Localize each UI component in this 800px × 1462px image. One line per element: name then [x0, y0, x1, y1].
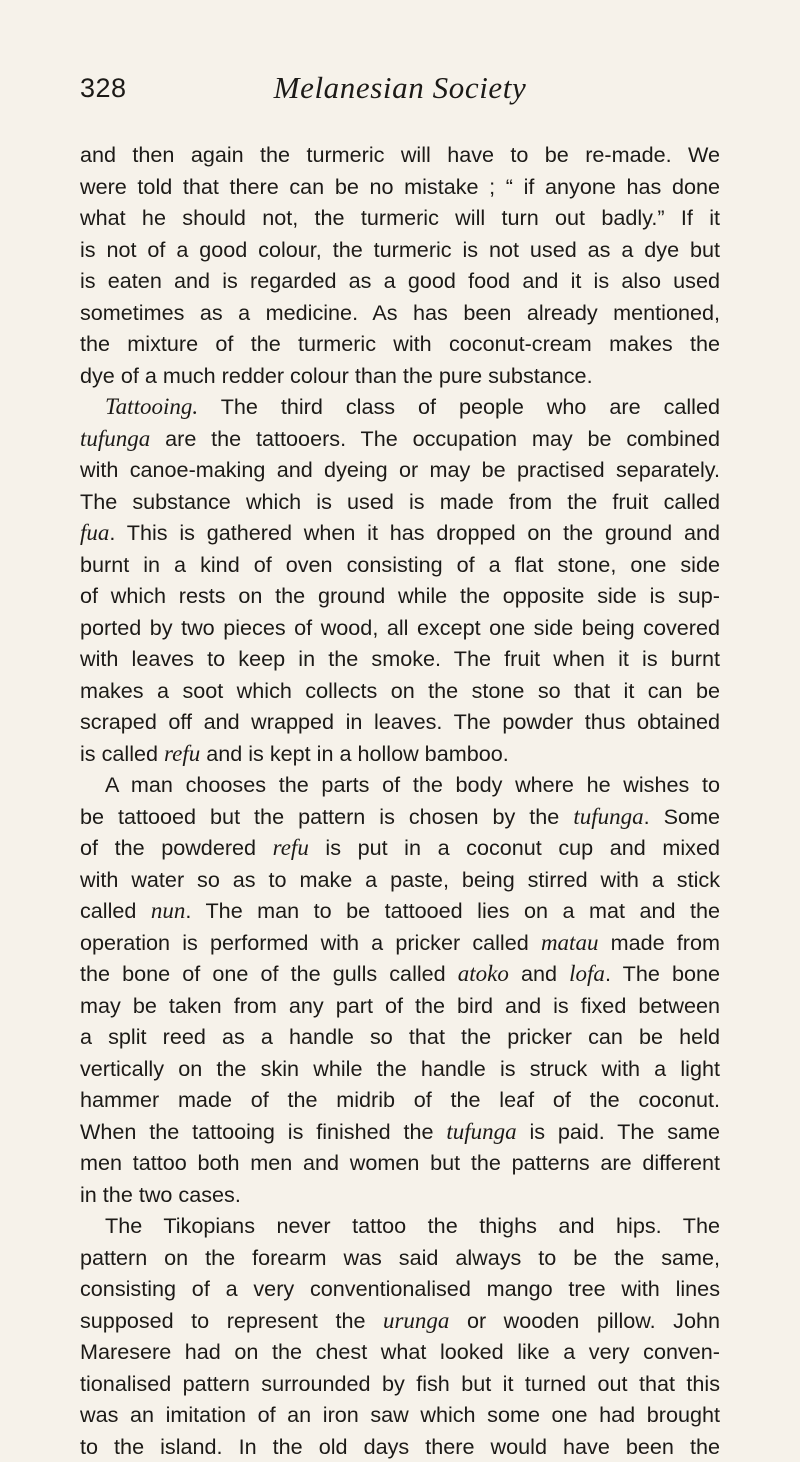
- text-run: The third class of people who are called: [198, 394, 720, 419]
- text-line: [80, 612, 720, 644]
- italic-term: tufunga: [573, 804, 643, 829]
- italic-term: nun: [151, 898, 186, 923]
- text-run: dye of a much redder colour than the pure substance.: [80, 363, 593, 388]
- text-line: [80, 297, 720, 329]
- text-run: operation is performed with a pricker called: [80, 930, 541, 955]
- text-run: . Some: [644, 804, 720, 829]
- text-run: are the tattooers. The occupation may be combined: [150, 426, 720, 451]
- text-run: is not of a good colour, the turmeric is not used as a dye but: [80, 237, 720, 262]
- text-run: ported by two pieces of wood, all except one side being covered: [80, 615, 720, 640]
- text-line: [80, 1116, 720, 1148]
- text-run: The Tikopians never tattoo the thighs and hips. The: [105, 1213, 720, 1238]
- text-run: Maresere had on the chest what looked like a very conven-: [80, 1339, 720, 1364]
- text-run: A man chooses the parts of the body where he wishes to: [105, 772, 720, 797]
- running-title: Melanesian Society: [80, 66, 720, 110]
- text-line: [80, 832, 720, 864]
- text-run: and then again the turmeric will have to be re-made. We: [80, 142, 720, 167]
- text-run: When the tattooing is finished the: [80, 1119, 446, 1144]
- text-run: were told that there can be no mistake ; “ if anyone has done: [80, 174, 720, 199]
- text-run: is called: [80, 741, 164, 766]
- italic-term: tufunga: [446, 1119, 516, 1144]
- italic-term: fua: [80, 520, 109, 545]
- text-line: [80, 234, 720, 266]
- italic-term: atoko: [458, 961, 509, 986]
- text-run: The substance which is used is made from the fruit called: [80, 489, 720, 514]
- text-line: [80, 1399, 720, 1431]
- text-line: [80, 675, 720, 707]
- text-run: may be taken from any part of the bird and is fixed between: [80, 993, 720, 1018]
- text-run: . The man to be tattooed lies on a mat and the: [185, 898, 720, 923]
- text-run: is paid. The same: [517, 1119, 720, 1144]
- italic-term: tufunga: [80, 426, 150, 451]
- text-run: with leaves to keep in the smoke. The fruit when it is burnt: [80, 646, 720, 671]
- text-run: . The bone: [605, 961, 720, 986]
- text-run: in the two cases.: [80, 1182, 241, 1207]
- text-run: supposed to represent the: [80, 1308, 383, 1333]
- text-run: is eaten and is regarded as a good food and it is also used: [80, 268, 720, 293]
- running-head: [80, 66, 720, 110]
- text-line: [80, 454, 720, 486]
- text-run: with canoe-making and dyeing or may be practised separately.: [80, 457, 720, 482]
- text-line: [80, 643, 720, 675]
- text-run: is put in a coconut cup and mixed: [309, 835, 720, 860]
- text-line: [80, 1053, 720, 1085]
- italic-term: Tattooing.: [105, 394, 198, 419]
- text-line: [80, 1368, 720, 1400]
- text-line: [80, 706, 720, 738]
- text-line: [80, 391, 720, 423]
- text-line: [80, 958, 720, 990]
- body-text: [80, 139, 720, 1462]
- text-run: or wooden pillow. John: [449, 1308, 720, 1333]
- text-line: [80, 1336, 720, 1368]
- page-number: 328: [80, 66, 127, 110]
- text-run: burnt in a kind of oven consisting of a flat stone, one side: [80, 552, 720, 577]
- text-run: what he should not, the turmeric will turn out badly.” If it: [80, 205, 720, 230]
- text-line: [80, 1431, 720, 1462]
- text-line: [80, 990, 720, 1022]
- text-run: men tattoo both men and women but the patterns are different: [80, 1150, 720, 1175]
- text-line: [80, 769, 720, 801]
- text-line: [80, 738, 720, 770]
- text-run: pattern on the forearm was said always to be the same,: [80, 1245, 720, 1270]
- text-line: [80, 801, 720, 833]
- text-run: . This is gathered when it has dropped on the ground and: [109, 520, 720, 545]
- text-run: the bone of one of the gulls called: [80, 961, 458, 986]
- text-line: [80, 864, 720, 896]
- text-run: be tattooed but the pattern is chosen by the: [80, 804, 573, 829]
- text-run: and is kept in a hollow bamboo.: [200, 741, 509, 766]
- text-line: [80, 1305, 720, 1337]
- text-run: sometimes as a medicine. As has been already mentioned,: [80, 300, 720, 325]
- text-line: [80, 927, 720, 959]
- text-line: [80, 171, 720, 203]
- text-line: [80, 580, 720, 612]
- text-line: [80, 517, 720, 549]
- text-run: consisting of a very conventionalised mango tree with lines: [80, 1276, 720, 1301]
- text-run: hammer made of the midrib of the leaf of the coconut.: [80, 1087, 720, 1112]
- text-line: [80, 360, 720, 392]
- text-line: [80, 1179, 720, 1211]
- text-line: [80, 486, 720, 518]
- text-line: [80, 1147, 720, 1179]
- text-run: and: [509, 961, 569, 986]
- text-line: [80, 1242, 720, 1274]
- text-line: [80, 139, 720, 171]
- text-line: [80, 423, 720, 455]
- italic-term: lofa: [569, 961, 605, 986]
- text-run: to the island. In the old days there would have been the: [80, 1434, 720, 1459]
- italic-term: refu: [164, 741, 200, 766]
- text-run: with water so as to make a paste, being stirred with a stick: [80, 867, 720, 892]
- text-run: a split reed as a handle so that the pricker can be held: [80, 1024, 720, 1049]
- text-line: [80, 1084, 720, 1116]
- text-run: was an imitation of an iron saw which some one had brought: [80, 1402, 720, 1427]
- italic-term: matau: [541, 930, 599, 955]
- text-line: [80, 328, 720, 360]
- text-line: [80, 1021, 720, 1053]
- text-run: tionalised pattern surrounded by fish but it turned out that this: [80, 1371, 720, 1396]
- text-run: of which rests on the ground while the opposite side is sup-: [80, 583, 720, 608]
- text-run: vertically on the skin while the handle is struck with a light: [80, 1056, 720, 1081]
- text-run: of the powdered: [80, 835, 273, 860]
- text-run: made from: [598, 930, 720, 955]
- text-run: the mixture of the turmeric with coconut-cream makes the: [80, 331, 720, 356]
- text-line: [80, 202, 720, 234]
- text-line: [80, 895, 720, 927]
- italic-term: refu: [273, 835, 309, 860]
- text-run: makes a soot which collects on the stone so that it can be: [80, 678, 720, 703]
- text-line: [80, 1273, 720, 1305]
- text-line: [80, 265, 720, 297]
- text-line: [80, 1210, 720, 1242]
- text-run: called: [80, 898, 151, 923]
- text-run: scraped off and wrapped in leaves. The powder thus obtained: [80, 709, 720, 734]
- italic-term: urunga: [383, 1308, 449, 1333]
- text-line: [80, 549, 720, 581]
